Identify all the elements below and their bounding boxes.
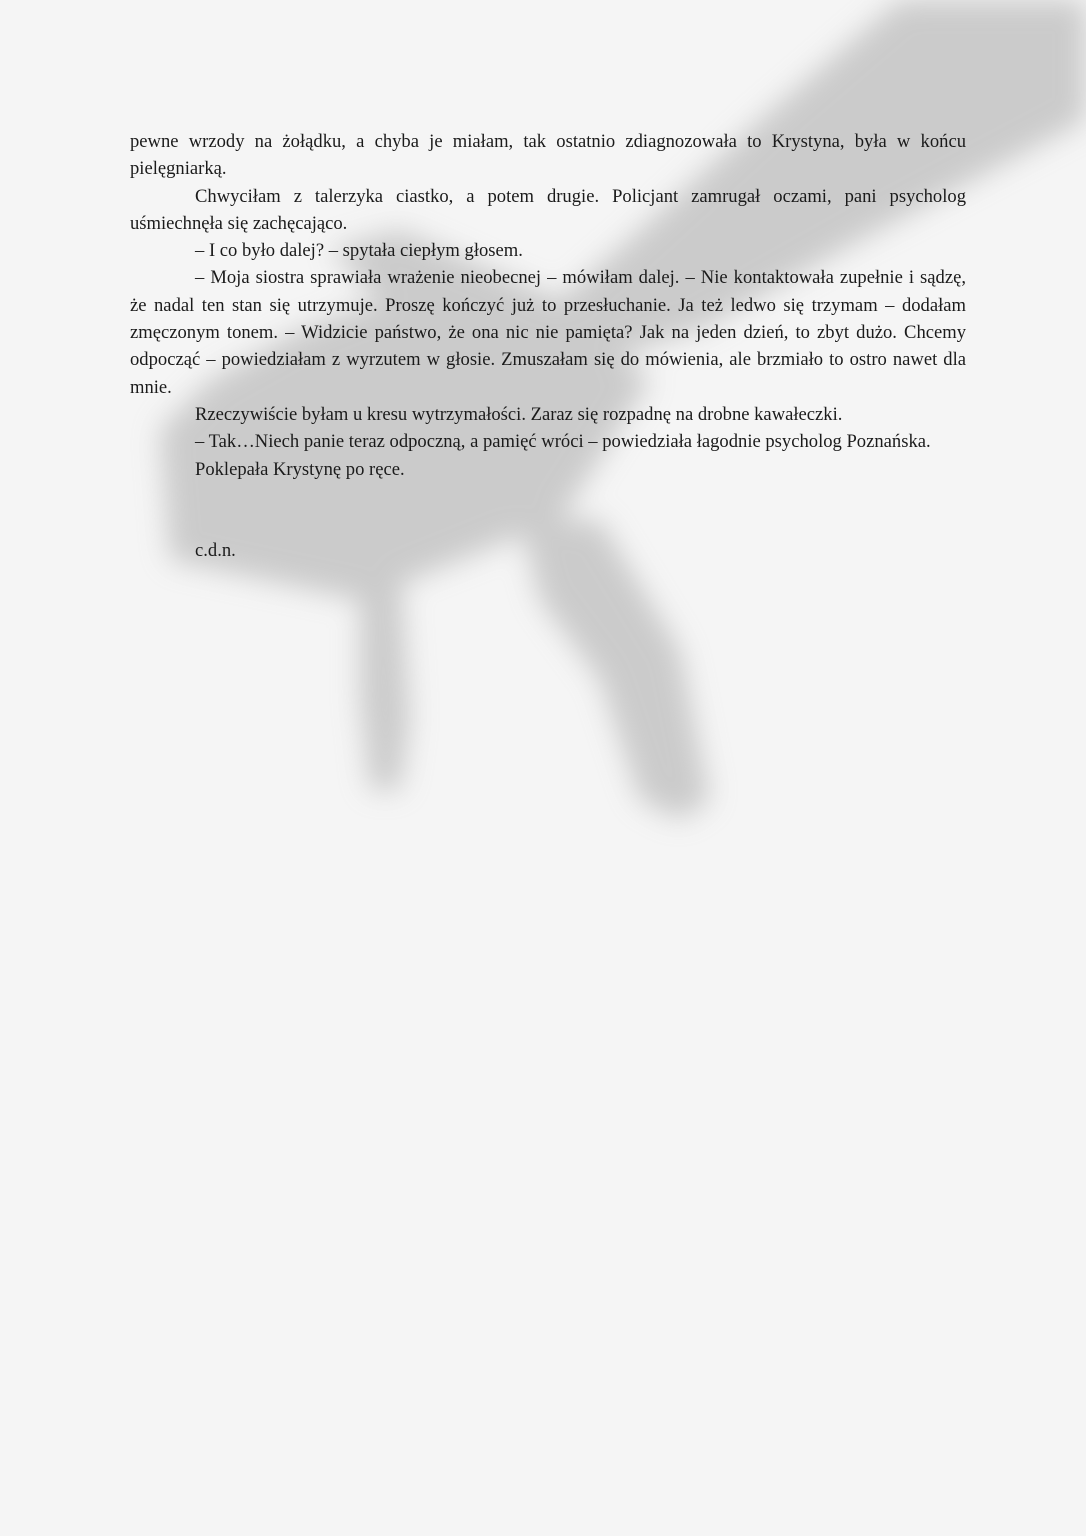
paragraph: Chwyciłam z talerzyka ciastko, a potem drugie. Policjant zamrugał oczami, pani psycholog uśmiechnęła się zachęcająco. — [130, 185, 966, 234]
paragraph: Poklepała Krystynę po ręce. — [195, 458, 405, 480]
paragraph: pewne wrzody na żołądku, a chyba je miałam, tak ostatnio zdiagnozowała to Krystyna, była w końcu pielęgniarką. — [130, 131, 966, 180]
closing-note: c.d.n. — [195, 539, 236, 561]
paragraph: Rzeczywiście byłam u kresu wytrzymałości. Zaraz się rozpadnę na drobne kawałeczki. — [195, 403, 843, 425]
paragraph: – Moja siostra sprawiała wrażenie nieobecnej – mówiłam dalej. – Nie kontaktowała zupełnie i sądzę, że nadal ten stan się utrzymuje. Proszę kończyć już to przesłuchanie. Ja też ledwo się trzymam – dodałam zmęczonym tonem. – Widzicie państwo, że ona nic nie pamięta? Jak na jeden dzień, to zbyt dużo. Chcemy odpocząć – powiedziałam z wyrzutem w głosie. Zmuszałam się do mówienia, ale brzmiało to ostro nawet dla mnie. — [130, 267, 966, 398]
paragraph: – Tak…Niech panie teraz odpoczną, a pamięć wróci – powiedziała łagodnie psycholog Poznańska. — [195, 431, 931, 453]
body-text — [130, 128, 966, 564]
paragraph: – I co było dalej? – spytała ciepłym głosem. — [195, 240, 523, 262]
